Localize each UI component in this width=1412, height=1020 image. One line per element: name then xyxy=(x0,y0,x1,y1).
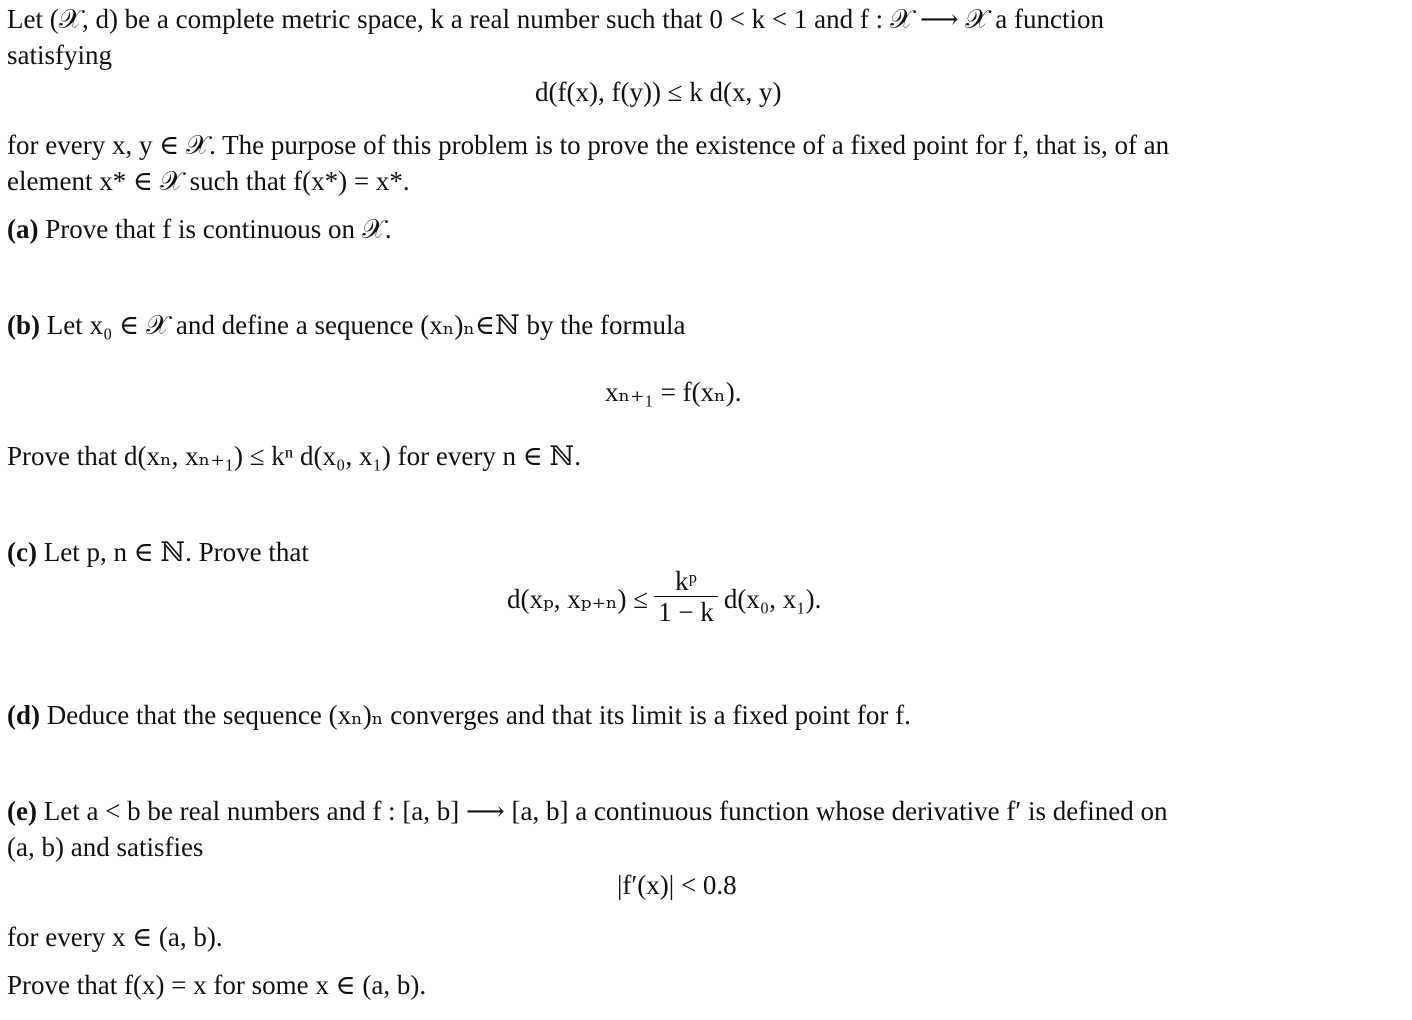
part-c-display xyxy=(507,568,821,629)
intro-line-3: for every x, y ∈ 𝒳. The purpose of this problem is to prove the existence of a fixed point for f, that is, of an xyxy=(7,130,1170,160)
part-d-label: (d) xyxy=(7,700,40,730)
part-a-label: (a) xyxy=(7,214,39,244)
part-c-label: (c) xyxy=(7,537,37,567)
intro-display-inequality: d(f(x), f(y)) ≤ k d(x, y) xyxy=(535,77,782,107)
part-c-fraction xyxy=(654,566,718,627)
intro-line-2: satisfying xyxy=(7,40,112,70)
part-c-fraction-denominator: 1 − k xyxy=(654,596,718,627)
part-b-prove: Prove that d(xₙ, xₙ₊₁) ≤ kⁿ d(x₀, x₁) for every n ∈ ℕ. xyxy=(7,441,581,471)
intro-line-4: element x* ∈ 𝒳 such that f(x*) = x*. xyxy=(7,166,410,196)
problem-document xyxy=(7,0,1403,1020)
part-e-line-1: Let a < b be real numbers and f : [a, b] ⟶ [a, b] a continuous function whose derivative f′ is defined on xyxy=(43,796,1168,826)
part-e-label: (e) xyxy=(7,796,37,826)
part-e xyxy=(7,793,1167,829)
part-c-display-right: d(x₀, x₁). xyxy=(723,583,822,614)
part-a-text: Prove that f is continuous on 𝒳. xyxy=(45,214,392,244)
part-c-text: Let p, n ∈ ℕ. Prove that xyxy=(43,537,309,567)
part-e-line-2: (a, b) and satisfies xyxy=(7,832,204,862)
part-d-text: Deduce that the sequence (xₙ)ₙ converges and that its limit is a fixed point for f. xyxy=(46,700,911,730)
part-b-display: xₙ₊₁ = f(xₙ). xyxy=(605,377,742,407)
part-c xyxy=(7,534,309,570)
part-a xyxy=(7,211,392,247)
part-c-fraction-numerator: kᵖ xyxy=(674,566,697,596)
intro-line-1: Let (𝒳, d) be a complete metric space, k a real number such that 0 < k < 1 and f : 𝒳 ⟶ 𝒳 a function xyxy=(7,4,1104,34)
part-b xyxy=(7,307,685,343)
part-b-text: Let x₀ ∈ 𝒳 and define a sequence (xₙ)ₙ∈ℕ by the formula xyxy=(46,310,686,340)
part-e-display: |f′(x)| < 0.8 xyxy=(617,870,737,900)
part-d xyxy=(7,697,911,733)
part-e-line-4: Prove that f(x) = x for some x ∈ (a, b). xyxy=(7,970,427,1000)
part-c-display-left: d(xₚ, xₚ₊ₙ) ≤ xyxy=(507,583,649,614)
part-b-label: (b) xyxy=(7,310,40,340)
part-e-line-3: for every x ∈ (a, b). xyxy=(7,922,223,952)
